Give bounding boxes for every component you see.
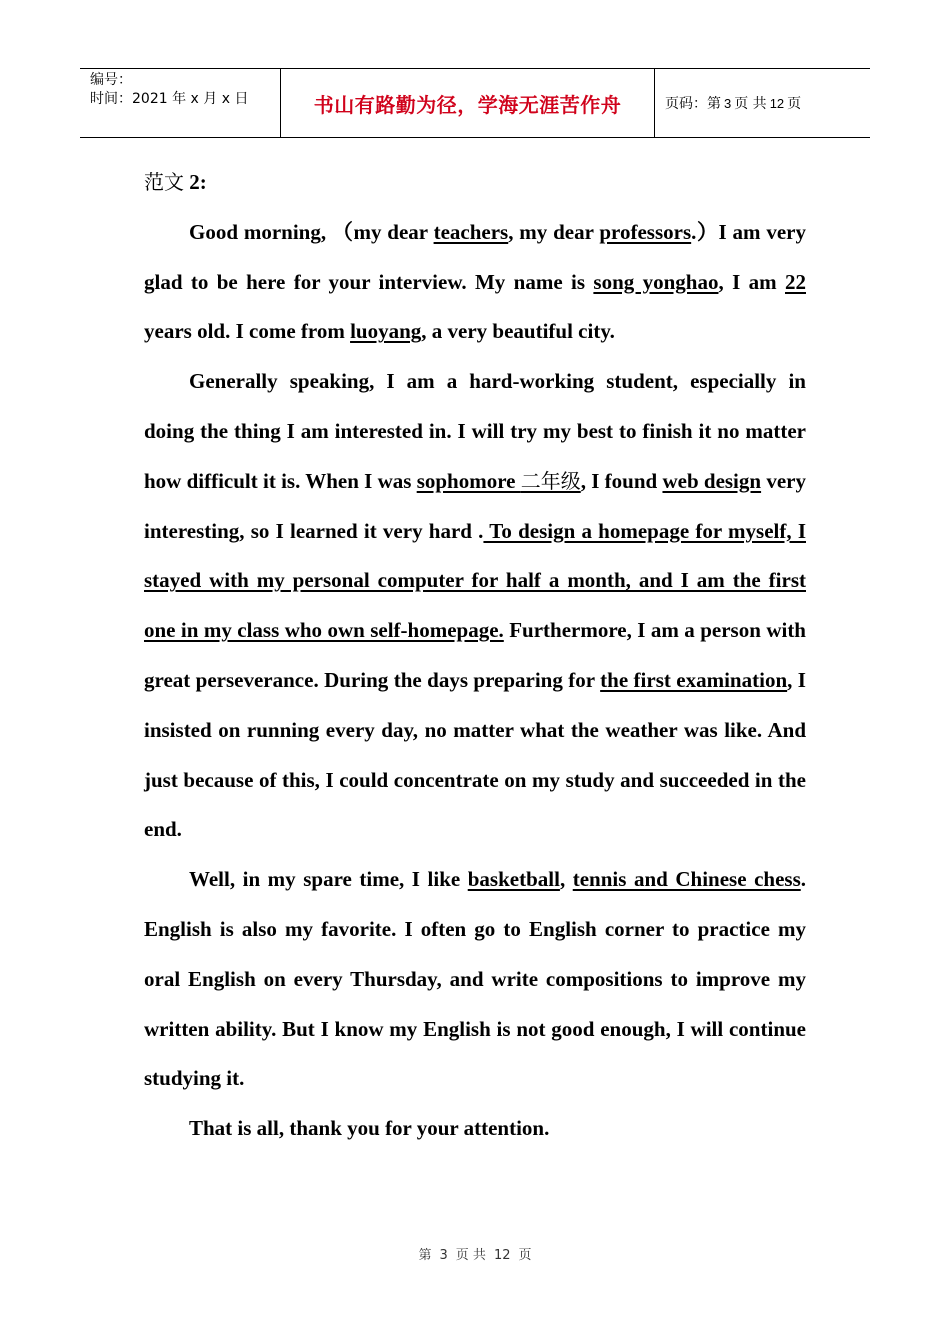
- underlined-run: luoyang: [350, 319, 422, 344]
- text-run: ,: [559, 867, 573, 892]
- text-run: years old. I come from: [144, 319, 351, 344]
- header-motto: 书山有路勤为径，学海无涯苦作舟: [281, 69, 655, 137]
- page-header: [80, 68, 870, 138]
- text-run: Generally speaking, I am a hard-working student, especially in doing the thing I am interested in. I will try my best to finish it no matter how difficult it is. When I was: [144, 369, 806, 493]
- text-run: , my dear: [508, 219, 600, 244]
- underlined-text: sophomore: [416, 468, 521, 493]
- paragraph-personality: [144, 357, 806, 855]
- underlined-run: basketball: [467, 867, 560, 892]
- time-line: [90, 90, 280, 109]
- text-run: . English is also my favorite. I often go to English corner to practice my oral English on every Thursday, and write compositions to improve my written ability. But I know my English is not good enough, I will continue studying it.: [144, 867, 806, 1091]
- document-body: [144, 158, 806, 1154]
- text-run: .）I am very glad to be here for your interview. My name is: [144, 219, 806, 294]
- heading-number: 2:: [189, 170, 207, 194]
- footer-pre: 第: [418, 1248, 432, 1263]
- page-number: 3: [724, 95, 732, 111]
- page-label-post: 页: [787, 96, 802, 112]
- page-total: 12: [769, 95, 785, 111]
- time-label: 时间：: [90, 91, 132, 107]
- text-run: Well, in my spare time, I like: [189, 867, 468, 892]
- id-label: 编号：: [90, 72, 132, 88]
- text-run: , I am: [718, 269, 785, 294]
- paragraph-greeting: [144, 208, 806, 357]
- footer-mid: 页 共: [455, 1248, 486, 1263]
- page-label-mid: 页 共: [734, 96, 767, 112]
- time-value: 2021 年 x 月 x 日: [132, 91, 249, 107]
- text-run: very interesting, so I learned it very hard .: [144, 468, 806, 543]
- paragraph-hobbies: [144, 855, 806, 1104]
- page-label-pre: 页码：第: [665, 96, 721, 112]
- text-run: , a very beautiful city.: [421, 319, 615, 344]
- underlined-run: professors: [599, 219, 692, 244]
- paragraph-closing: [144, 1104, 806, 1154]
- text-run: , I found: [580, 468, 663, 493]
- underlined-run: the first examination: [600, 667, 788, 692]
- text-run: Good morning, （my dear: [189, 219, 434, 244]
- heading-cjk: 范文: [144, 170, 184, 194]
- underlined-cjk: 二年级: [520, 468, 581, 493]
- footer-total: 12: [493, 1248, 511, 1263]
- underlined-run: song yonghao: [593, 269, 719, 294]
- text-run: That is all, thank you for your attention.: [189, 1116, 550, 1141]
- header-page-info: [655, 69, 870, 137]
- footer-page: 3: [439, 1248, 448, 1263]
- underlined-run: [417, 469, 581, 493]
- underlined-run: To design a homepage for myself, I stayed with my personal computer for half a month, and I am the first one in my class who own self-homepage.: [144, 518, 806, 643]
- text-run: , I insisted on running every day, no matter what the weather was like. And just because of this, I could concentrate on my study and succeeded in the end.: [144, 667, 806, 842]
- header-meta-cell: [80, 69, 281, 137]
- underlined-run: 22: [785, 269, 806, 294]
- footer-post: 页: [518, 1248, 532, 1263]
- underlined-run: tennis and Chinese chess: [572, 867, 801, 892]
- text-run: Furthermore, I am a person with great perseverance. During the days preparing for: [144, 618, 806, 692]
- underlined-run: teachers: [433, 219, 509, 244]
- underlined-run: web design: [662, 468, 762, 493]
- section-heading: [144, 158, 806, 208]
- page-footer: [0, 1244, 950, 1263]
